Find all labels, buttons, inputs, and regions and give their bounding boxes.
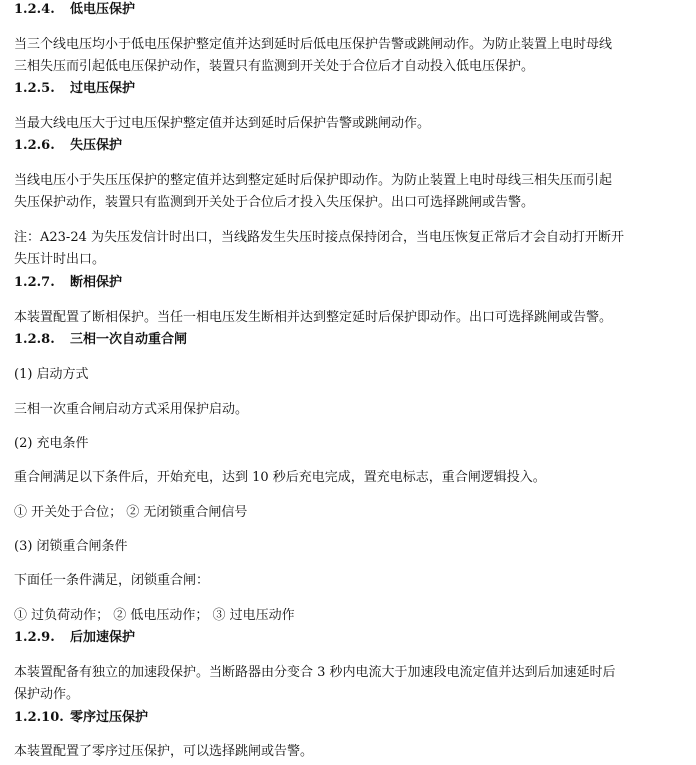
section-number: 1.2.6. [14, 138, 55, 153]
paragraph: 本装置配置了零序过压保护，可以选择跳闸或告警。 [14, 744, 314, 759]
paragraph: 下面任一条件满足，闭锁重合闸： [14, 573, 210, 588]
paragraph: 当三个线电压均小于低电压保护整定值并达到延时后低电压保护告警或跳闸动作。为防止装置上电时母线 [14, 37, 613, 52]
paragraph: 当线电压小于失压压保护的整定值并达到整定延时后保护即动作。为防止装置上电时母线三相失压而引起 [14, 173, 613, 188]
section-heading-1-2-10 [14, 709, 148, 726]
list-heading: (1) 启动方式 [14, 367, 89, 382]
section-title: 后加速保护 [70, 630, 136, 645]
paragraph: 三相失压而引起低电压保护动作，装置只有监测到开关处于合位后才自动投入低电压保护。 [14, 59, 535, 74]
section-number: 1.2.9. [14, 630, 55, 645]
section-title: 失压保护 [70, 138, 123, 153]
section-number: 1.2.5. [14, 81, 55, 96]
section-heading-1-2-4 [14, 1, 135, 18]
section-number: 1.2.10. [14, 710, 64, 725]
paragraph: 本装置配置了断相保护。当任一相电压发生断相并达到整定延时后保护即动作。出口可选择跳闸或告警。 [14, 310, 613, 325]
list-heading: (2) 充电条件 [14, 436, 89, 451]
paragraph: 三相一次重合闸启动方式采用保护启动。 [14, 402, 249, 417]
section-number: 1.2.4. [14, 2, 55, 17]
condition-list: ① 开关处于合位； ② 无闭锁重合闸信号 [14, 505, 248, 520]
paragraph: 保护动作。 [14, 687, 80, 702]
section-heading-1-2-8 [14, 331, 187, 348]
paragraph: 重合闸满足以下条件后，开始充电，达到 10 秒后充电完成，置充电标志，重合闸逻辑投入。 [14, 470, 546, 485]
section-heading-1-2-9 [14, 629, 135, 646]
section-title: 断相保护 [70, 275, 123, 290]
section-title: 三相一次自动重合闸 [70, 332, 188, 347]
note-paragraph: 注：A23-24 为失压发信计时出口，当线路发生失压时接点保持闭合，当电压恢复正常后才会自动打开断开 [14, 230, 624, 245]
section-heading-1-2-5 [14, 80, 135, 97]
list-heading: (3) 闭锁重合闸条件 [14, 539, 128, 554]
section-heading-1-2-7 [14, 274, 122, 291]
paragraph: 失压保护动作，装置只有监测到开关处于合位后才投入失压保护。出口可选择跳闸或告警。 [14, 195, 535, 210]
paragraph: 当最大线电压大于过电压保护整定值并达到延时后保护告警或跳闸动作。 [14, 116, 431, 131]
section-title: 过电压保护 [70, 81, 136, 96]
paragraph: 本装置配备有独立的加速段保护。当断路器由分变合 3 秒内电流大于加速段电流定值并达到后加速延时后 [14, 665, 616, 680]
condition-list: ① 过负荷动作； ② 低电压动作； ③ 过电压动作 [14, 608, 295, 623]
section-title: 零序过压保护 [70, 710, 149, 725]
section-heading-1-2-6 [14, 137, 122, 154]
section-number: 1.2.8. [14, 332, 55, 347]
section-number: 1.2.7. [14, 275, 55, 290]
note-paragraph: 失压计时出口。 [14, 252, 106, 267]
section-title: 低电压保护 [70, 2, 136, 17]
